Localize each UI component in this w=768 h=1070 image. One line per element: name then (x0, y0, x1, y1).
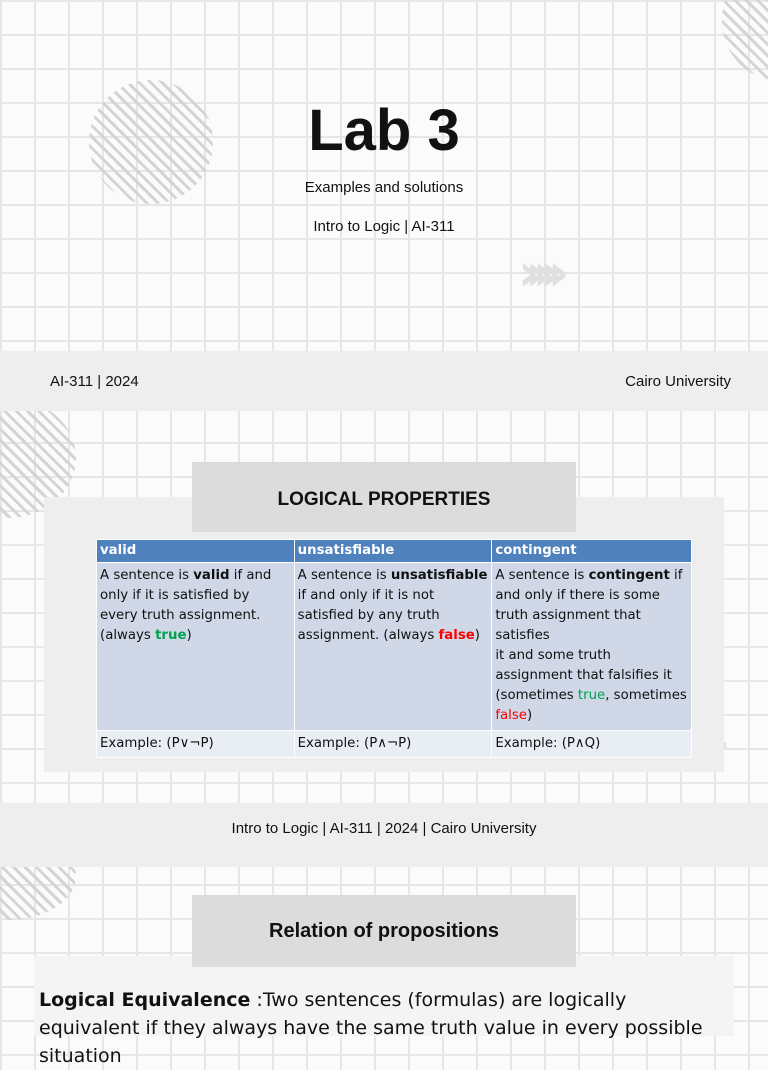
column-header-valid: valid (97, 540, 295, 563)
chevrons-decoration: ››››› (518, 243, 556, 303)
slide-footer (0, 803, 768, 867)
hatched-circle-decoration (722, 0, 768, 80)
footer-left-text: AI-311 | 2024 (50, 373, 139, 390)
slide-footer (0, 351, 768, 411)
column-header-contingent: contingent (492, 540, 692, 563)
footer-text: Intro to Logic | AI-311 | 2024 | Cairo University (231, 820, 537, 837)
course-label: Intro to Logic | AI-311 (313, 218, 455, 235)
valid-definition: A sentence is valid if and only if it is satisfied by every truth assignment. (always true) (97, 563, 295, 731)
section-heading: LOGICAL PROPERTIES (192, 462, 576, 532)
example-valid: Example: (P∨¬P) (97, 731, 295, 758)
section-heading: Relation of propositions (192, 895, 576, 967)
equivalence-definition: Logical Equivalence :Two sentences (formulas) are logically equivalent if they always have the same truth value in every possible situation (39, 989, 703, 1067)
equivalence-panel (34, 956, 734, 1067)
example-unsatisfiable: Example: (P∧¬P) (294, 731, 492, 758)
slide-subtitle: Examples and solutions (304, 179, 464, 196)
unsatisfiable-definition: A sentence is unsatisfiable if and only if it is not satisfied by any truth assignment. (always false) (294, 563, 492, 731)
logical-properties-table (96, 539, 692, 758)
column-header-unsatisfiable: unsatisfiable (294, 540, 492, 563)
footer-right-text: Cairo University (625, 373, 731, 390)
table-row (97, 563, 692, 731)
table-header-row (97, 540, 692, 563)
slide-title: Lab 3 (308, 98, 460, 163)
contingent-definition: A sentence is contingent if and only if there is some truth assignment that satisfies it and some truth assignment that falsifies it (sometimes true, sometimes false) (492, 563, 692, 731)
example-contingent: Example: (P∧Q) (492, 731, 692, 758)
table-row (97, 731, 692, 758)
